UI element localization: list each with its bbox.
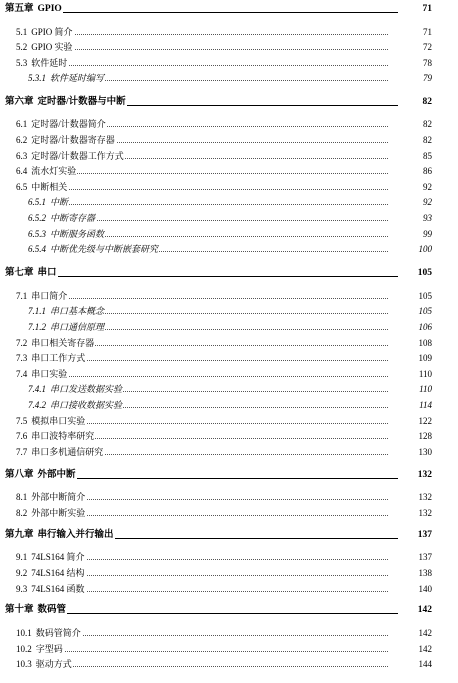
toc-number: 6.5.1	[28, 197, 46, 207]
toc-label	[16, 56, 68, 70]
toc-page-number: 109	[418, 353, 432, 363]
toc-page-number: 137	[417, 530, 432, 540]
toc-entry[interactable]	[0, 211, 458, 225]
toc-number: 第五章	[5, 4, 34, 14]
toc-entry[interactable]	[0, 336, 458, 350]
toc-title: 串口简介	[31, 291, 68, 301]
toc-label	[28, 195, 69, 209]
toc-label	[16, 506, 86, 520]
toc-entry[interactable]	[0, 528, 458, 542]
toc-title: 串口多机通信研究	[31, 447, 104, 457]
toc-label	[16, 40, 74, 54]
toc-label	[5, 2, 63, 16]
toc-page-number: 144	[418, 659, 432, 669]
toc-title: GPIO	[37, 4, 62, 14]
toc-page-number: 82	[423, 119, 432, 129]
toc-title: 中断	[50, 197, 69, 207]
toc-label	[28, 227, 105, 241]
toc-title: 串口工作方式	[31, 353, 86, 363]
toc-number: 7.4	[16, 369, 28, 379]
toc-number: 9.2	[16, 568, 28, 578]
toc-entry[interactable]	[0, 550, 458, 564]
toc-label	[16, 490, 86, 504]
toc-number: 7.3	[16, 353, 28, 363]
toc-number: 6.5.3	[28, 229, 46, 239]
toc-number: 第十章	[5, 605, 34, 615]
toc-page-number: 92	[423, 197, 432, 207]
toc-title: 串口通信原理	[50, 322, 105, 332]
toc-page-number: 92	[423, 182, 432, 192]
toc-label	[16, 289, 68, 303]
toc-title: 定时器/计数器简介	[31, 119, 106, 129]
toc-number: 6.5.4	[28, 244, 46, 254]
toc-page-number: 86	[423, 166, 432, 176]
toc-leader	[24, 289, 388, 299]
toc-number: 9.3	[16, 584, 28, 594]
toc-leader	[24, 25, 388, 35]
toc-title: 74LS164 函数	[31, 584, 85, 594]
toc-leader	[24, 657, 388, 667]
toc-number: 第九章	[5, 530, 34, 540]
toc-label	[5, 528, 115, 542]
toc-label	[16, 133, 116, 147]
toc-title: 中断相关	[31, 182, 68, 192]
toc-number: 第八章	[5, 470, 34, 480]
toc-number: 6.5	[16, 182, 28, 192]
toc-title: 串口发送数据实验	[50, 384, 123, 394]
toc-title: 串行输入并行输出	[37, 530, 114, 540]
toc-number: 5.3.1	[28, 73, 46, 83]
toc-page-number: 108	[418, 338, 432, 348]
toc-title: 串口相关寄存器	[31, 338, 95, 348]
toc-entry[interactable]	[0, 95, 458, 109]
toc-title: GPIO 简介	[31, 27, 73, 37]
toc-title: 数码管简介	[35, 628, 81, 638]
toc-entry[interactable]	[0, 71, 458, 85]
toc-title: 字型码	[35, 644, 63, 654]
toc-page-number: 122	[418, 416, 432, 426]
toc-number: 6.5.2	[28, 213, 46, 223]
toc-entry[interactable]	[0, 133, 458, 147]
toc-title: 定时器/计数器寄存器	[31, 135, 115, 145]
toc-label	[28, 211, 96, 225]
toc-leader	[20, 468, 398, 479]
toc-entry[interactable]	[0, 2, 458, 16]
toc-page-number: 99	[423, 229, 432, 239]
toc-page-number: 132	[417, 470, 432, 480]
toc-entry[interactable]	[0, 367, 458, 381]
toc-label	[16, 550, 86, 564]
toc-number: 6.1	[16, 119, 28, 129]
toc-title: 中断优先级与中断嵌套研究	[50, 244, 159, 254]
toc-entry[interactable]	[0, 242, 458, 256]
toc-page-number: 105	[418, 306, 432, 316]
toc-entry[interactable]	[0, 468, 458, 482]
toc-page-number: 114	[419, 400, 432, 410]
toc-title: 软件延时编写	[50, 73, 105, 83]
toc-page-number: 79	[423, 73, 432, 83]
toc-number: 6.4	[16, 166, 28, 176]
toc-page-number: 140	[418, 584, 432, 594]
toc-number: 8.1	[16, 492, 28, 502]
toc-title: 串口	[37, 268, 57, 278]
toc-page-number: 93	[423, 213, 432, 223]
toc-number: 9.1	[16, 552, 28, 562]
toc-leader	[20, 603, 398, 614]
toc-number: 7.1	[16, 291, 28, 301]
toc-label	[5, 468, 77, 482]
toc-number: 10.3	[16, 659, 32, 669]
toc-title: 定时器/计数器工作方式	[31, 151, 124, 161]
toc-page-number: 110	[419, 384, 432, 394]
toc-leader	[20, 266, 398, 277]
toc-title: GPIO 实验	[31, 42, 73, 52]
toc-entry[interactable]	[0, 180, 458, 194]
toc-page-number: 105	[417, 268, 432, 278]
toc-title: 模拟串口实验	[31, 416, 86, 426]
toc-title: 流水灯实验	[31, 166, 77, 176]
toc-leader	[24, 56, 388, 66]
toc-leader	[24, 164, 388, 174]
toc-page-number: 85	[423, 151, 432, 161]
toc-title: 定时器/计数器与中断	[37, 97, 126, 107]
toc-number: 7.7	[16, 447, 28, 457]
toc-number: 7.6	[16, 431, 28, 441]
toc-number: 7.5	[16, 416, 28, 426]
toc-entry[interactable]	[0, 566, 458, 580]
toc-leader	[24, 40, 388, 50]
toc-page-number: 137	[418, 552, 432, 562]
toc-label	[16, 445, 104, 459]
toc-page-number: 132	[418, 508, 432, 518]
toc-entry[interactable]	[0, 582, 458, 596]
toc-entry[interactable]	[0, 490, 458, 504]
toc-label	[16, 351, 86, 365]
toc-label	[28, 242, 159, 256]
toc-number: 第六章	[5, 97, 34, 107]
toc-label	[16, 367, 68, 381]
toc-label	[16, 117, 107, 131]
toc-entry[interactable]	[0, 506, 458, 520]
toc-label	[16, 180, 68, 194]
toc-label	[5, 266, 58, 280]
toc-page-number: 142	[418, 628, 432, 638]
toc-page-number: 78	[423, 58, 432, 68]
toc-page-number: 106	[418, 322, 432, 332]
toc-number: 5.2	[16, 42, 28, 52]
toc-label	[16, 642, 64, 656]
toc-page-number: 132	[418, 492, 432, 502]
toc-label	[16, 414, 86, 428]
toc-title: 中断寄存器	[50, 213, 96, 223]
toc-entry[interactable]	[0, 626, 458, 640]
toc-number: 6.3	[16, 151, 28, 161]
toc-number: 10.1	[16, 628, 32, 638]
toc-page-number: 142	[417, 605, 432, 615]
toc-label	[5, 603, 67, 617]
toc-leader	[24, 180, 388, 190]
toc-label	[16, 336, 95, 350]
toc-leader	[34, 195, 388, 205]
toc-page-number: 138	[418, 568, 432, 578]
toc-title: 串口波特率研究	[31, 431, 95, 441]
toc-number: 10.2	[16, 644, 32, 654]
toc-page-number: 105	[418, 291, 432, 301]
toc-title: 软件延时	[31, 58, 68, 68]
toc-entry[interactable]	[0, 266, 458, 280]
toc-number: 7.1.1	[28, 306, 46, 316]
toc-entry[interactable]	[0, 149, 458, 163]
toc-title: 中断服务函数	[50, 229, 105, 239]
toc-title: 串口接收数据实验	[50, 400, 123, 410]
toc-entry[interactable]	[0, 117, 458, 131]
toc-title: 外部中断简介	[31, 492, 86, 502]
toc-number: 7.1.2	[28, 322, 46, 332]
toc-page-number: 71	[422, 4, 432, 14]
toc-page-number: 128	[418, 431, 432, 441]
toc-title: 串口基本概念	[50, 306, 105, 316]
toc-label	[5, 95, 127, 109]
toc-entry[interactable]	[0, 25, 458, 39]
toc-number: 5.1	[16, 27, 28, 37]
toc-number: 7.2	[16, 338, 28, 348]
toc-entry[interactable]	[0, 382, 458, 396]
toc-label	[16, 626, 82, 640]
toc-label	[16, 149, 125, 163]
toc-title: 74LS164 简介	[31, 552, 85, 562]
toc-number: 8.2	[16, 508, 28, 518]
toc-label	[28, 71, 105, 85]
toc-entry[interactable]	[0, 445, 458, 459]
toc-page-number: 130	[418, 447, 432, 457]
toc-entry[interactable]	[0, 304, 458, 318]
toc-entry[interactable]	[0, 603, 458, 617]
toc-entry[interactable]	[0, 320, 458, 334]
toc-page-number: 82	[422, 97, 432, 107]
toc-entry[interactable]	[0, 56, 458, 70]
toc-number: 5.3	[16, 58, 28, 68]
toc-page-number: 82	[423, 135, 432, 145]
toc-label	[28, 398, 123, 412]
toc-entry[interactable]	[0, 195, 458, 209]
toc-entry[interactable]	[0, 227, 458, 241]
toc-entry[interactable]	[0, 351, 458, 365]
toc-entry[interactable]	[0, 289, 458, 303]
toc-entry[interactable]	[0, 429, 458, 443]
toc-leader	[24, 642, 388, 652]
toc-entry[interactable]	[0, 642, 458, 656]
toc-entry[interactable]	[0, 40, 458, 54]
toc-page-number: 142	[418, 644, 432, 654]
toc-page-number: 71	[423, 27, 432, 37]
toc-entry[interactable]	[0, 164, 458, 178]
toc-entry[interactable]	[0, 398, 458, 412]
toc-leader	[24, 367, 388, 377]
toc-label	[28, 304, 105, 318]
toc-number: 6.2	[16, 135, 28, 145]
toc-page-number: 100	[418, 244, 432, 254]
toc-title: 串口实验	[31, 369, 68, 379]
toc-page-number: 110	[418, 369, 432, 379]
toc-number: 7.4.2	[28, 400, 46, 410]
toc-label	[28, 320, 105, 334]
toc-number: 7.4.1	[28, 384, 46, 394]
toc-title: 驱动方式	[35, 659, 72, 669]
toc-label	[28, 382, 123, 396]
toc-label	[16, 164, 77, 178]
toc-title: 数码管	[37, 605, 67, 615]
toc-title: 外部中断实验	[31, 508, 86, 518]
toc-label	[16, 657, 73, 671]
toc-leader	[20, 2, 398, 13]
toc-label	[16, 566, 86, 580]
toc-title: 外部中断	[37, 470, 76, 480]
toc-label	[16, 582, 86, 596]
toc-page-number: 72	[423, 42, 432, 52]
toc-number: 第七章	[5, 268, 34, 278]
toc-entry[interactable]	[0, 657, 458, 671]
toc-label	[16, 429, 95, 443]
toc-label	[16, 25, 74, 39]
toc-entry[interactable]	[0, 414, 458, 428]
toc-title: 74LS164 结构	[31, 568, 85, 578]
